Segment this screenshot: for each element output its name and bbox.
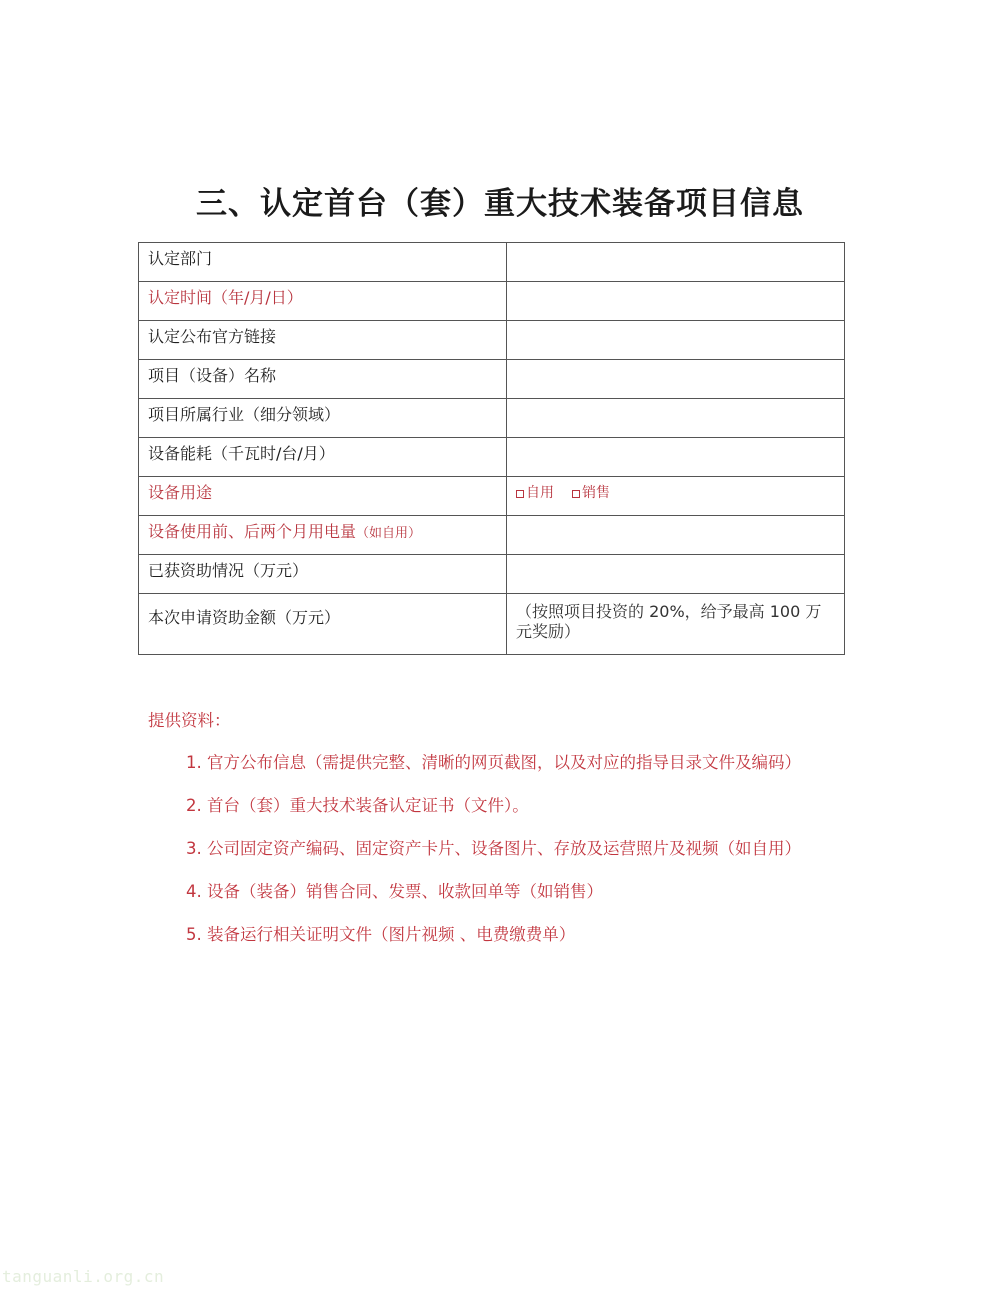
table-row — [139, 399, 845, 438]
checkbox-self-use[interactable] — [516, 482, 554, 504]
checkbox-label: 销售 — [582, 485, 610, 501]
field-value-electricity-usage[interactable] — [507, 516, 845, 555]
field-label-date: 认定时间（年/月/日） — [139, 282, 507, 321]
field-value-department[interactable] — [507, 243, 845, 282]
table-row — [139, 282, 845, 321]
label-suffix: （如自用） — [356, 526, 422, 541]
checkbox-square-icon[interactable] — [516, 490, 524, 498]
field-value-energy-consumption[interactable] — [507, 438, 845, 477]
table-row — [139, 516, 845, 555]
table-row — [139, 321, 845, 360]
table-row — [139, 360, 845, 399]
field-value-project-name[interactable] — [507, 360, 845, 399]
materials-item: 3. 公司固定资产编码、固定资产卡片、设备图片、存放及运营照片及视频（如自用） — [186, 839, 801, 858]
table-row — [139, 555, 845, 594]
field-label-usage: 设备用途 — [139, 477, 507, 516]
field-label-industry: 项目所属行业（细分领域） — [139, 399, 507, 438]
materials-section — [148, 708, 858, 965]
field-value-official-link[interactable] — [507, 321, 845, 360]
page-title: 三、认定首台（套）重大技术装备项目信息 — [196, 186, 804, 222]
materials-heading: 提供资料： — [148, 711, 231, 730]
table-row — [139, 477, 845, 516]
field-value-usage — [507, 477, 845, 516]
table-row — [139, 243, 845, 282]
field-label-official-link: 认定公布官方链接 — [139, 321, 507, 360]
field-label-electricity-usage — [139, 516, 507, 555]
field-value-funding-requested[interactable] — [507, 594, 845, 655]
field-value-funding-received[interactable] — [507, 555, 845, 594]
field-label-funding-requested: 本次申请资助金额（万元） — [139, 594, 507, 655]
checkbox-label: 自用 — [526, 485, 554, 501]
materials-item: 2. 首台（套）重大技术装备认定证书（文件）。 — [186, 796, 529, 815]
field-label-funding-received: 已获资助情况（万元） — [139, 555, 507, 594]
watermark: tanguanli.org.cn — [2, 1267, 165, 1286]
usage-options — [516, 482, 835, 504]
table-row — [139, 594, 845, 655]
label-main: 设备使用前、后两个月用电量 — [148, 522, 357, 541]
field-value-date[interactable] — [507, 282, 845, 321]
field-label-energy-consumption: 设备能耗（千瓦时/台/月） — [139, 438, 507, 477]
checkbox-square-icon[interactable] — [572, 490, 580, 498]
materials-item: 4. 设备（装备）销售合同、发票、收款回单等（如销售） — [186, 882, 603, 901]
field-label-project-name: 项目（设备）名称 — [139, 360, 507, 399]
field-label-department: 认定部门 — [139, 243, 507, 282]
materials-item: 1. 官方公布信息（需提供完整、清晰的网页截图，以及对应的指导目录文件及编码） — [186, 753, 801, 772]
checkbox-sales[interactable] — [572, 482, 610, 504]
field-value-industry[interactable] — [507, 399, 845, 438]
funding-note: （按照项目投资的 20%，给予最高 100 万元奖励） — [516, 602, 822, 641]
materials-item: 5. 装备运行相关证明文件（图片视频 、电费缴费单） — [186, 925, 576, 944]
table-row — [139, 438, 845, 477]
project-info-table — [138, 242, 845, 655]
